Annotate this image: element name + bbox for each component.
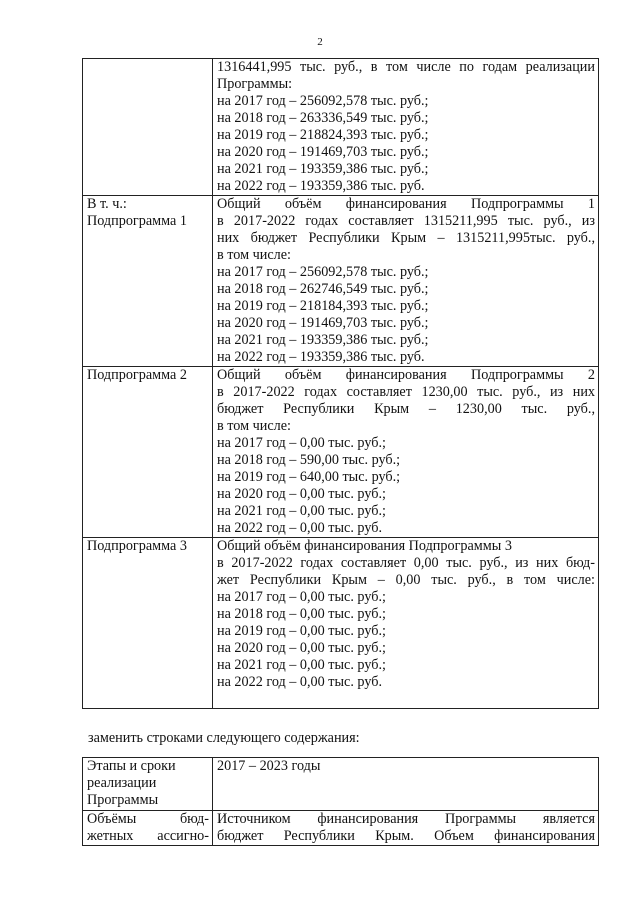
cell-text-line: на 2022 год – 0,00 тыс. руб. xyxy=(217,674,382,690)
row-content-cell xyxy=(213,196,599,367)
page-number: 2 xyxy=(317,36,323,48)
cell-text-line: на 2021 год – 193359,386 тыс. руб.; xyxy=(217,332,429,348)
cell-text-line: на 2020 год – 191469,703 тыс. руб.; xyxy=(217,315,429,331)
cell-text-line: Программы xyxy=(87,792,159,808)
financing-table-old xyxy=(82,58,599,709)
cell-text-line: на 2022 год – 193359,386 тыс. руб. xyxy=(217,349,425,365)
table-row xyxy=(83,538,599,709)
row-content-cell xyxy=(213,367,599,538)
row-content-cell xyxy=(213,538,599,709)
cell-text-line: Объёмы бюд- xyxy=(87,811,209,827)
cell-text-line: в 2017-2022 годах составляет 1315211,995 тыс. руб., из xyxy=(217,213,595,229)
cell-text-line: в том числе: xyxy=(217,418,291,434)
row-label-cell xyxy=(83,196,213,367)
row-label-cell xyxy=(83,811,213,846)
cell-text-line: 2017 – 2023 годы xyxy=(217,758,321,774)
cell-text-line: на 2017 год – 0,00 тыс. руб.; xyxy=(217,435,386,451)
row-content-cell xyxy=(213,811,599,846)
cell-text-line: на 2019 год – 218824,393 тыс. руб.; xyxy=(217,127,429,143)
cell-text-line: на 2017 год – 256092,578 тыс. руб.; xyxy=(217,93,429,109)
row-content-cell xyxy=(213,758,599,811)
table-row xyxy=(83,196,599,367)
cell-text-line: 1316441,995 тыс. руб., в том числе по годам реализации xyxy=(217,59,595,75)
cell-text-line: на 2020 год – 191469,703 тыс. руб.; xyxy=(217,144,429,160)
cell-text-line: на 2019 год – 0,00 тыс. руб.; xyxy=(217,623,386,639)
cell-text-line: на 2018 год – 263336,549 тыс. руб.; xyxy=(217,110,429,126)
cell-text-line: них бюджет Республики Крым – 1315211,995тыс. руб., xyxy=(217,230,595,246)
cell-text-line: Этапы и сроки xyxy=(87,758,176,774)
row-label-cell xyxy=(83,367,213,538)
row-label-cell xyxy=(83,59,213,196)
table-row xyxy=(83,758,599,811)
row-content-cell xyxy=(213,59,599,196)
cell-text-line: на 2022 год – 193359,386 тыс. руб. xyxy=(217,178,425,194)
cell-text-line: в 2017-2022 годах составляет 1230,00 тыс. руб., из них xyxy=(217,384,595,400)
cell-text-line: на 2022 год – 0,00 тыс. руб. xyxy=(217,520,382,536)
replacement-instruction: заменить строками следующего содержания: xyxy=(88,730,360,746)
cell-text-line: на 2019 год – 640,00 тыс. руб.; xyxy=(217,469,401,485)
cell-text-line: бюджет Республики Крым. Объем финансирования xyxy=(217,828,595,844)
cell-text-line: Подпрограмма 3 xyxy=(87,538,187,554)
cell-text-line: жетных ассигно- xyxy=(87,828,209,844)
financing-table-new xyxy=(82,757,599,846)
cell-text-line: на 2018 год – 262746,549 тыс. руб.; xyxy=(217,281,429,297)
cell-text-line: на 2021 год – 193359,386 тыс. руб.; xyxy=(217,161,429,177)
cell-text-line: реализации xyxy=(87,775,157,791)
cell-text-line: на 2020 год – 0,00 тыс. руб.; xyxy=(217,486,386,502)
cell-text-line: на 2017 год – 0,00 тыс. руб.; xyxy=(217,589,386,605)
row-label-cell xyxy=(83,538,213,709)
row-label-cell xyxy=(83,758,213,811)
cell-text-line: на 2018 год – 590,00 тыс. руб.; xyxy=(217,452,401,468)
cell-text-line: бюджет Республики Крым – 1230,00 тыс. руб., xyxy=(217,401,595,417)
cell-text-line: Общий объём финансирования Подпрограммы 1 xyxy=(217,196,595,212)
cell-text-line: в том числе: xyxy=(217,247,291,263)
cell-text-line: на 2020 год – 0,00 тыс. руб.; xyxy=(217,640,386,656)
cell-text-line: Общий объём финансирования Подпрограммы 3 xyxy=(217,538,512,554)
cell-text-line: Программы: xyxy=(217,76,293,92)
cell-text-line: Подпрограмма 2 xyxy=(87,367,187,383)
cell-text-line: жет Республики Крым – 0,00 тыс. руб., в том числе: xyxy=(217,572,595,588)
cell-text-line: Общий объём финансирования Подпрограммы 2 xyxy=(217,367,595,383)
cell-text-line: на 2019 год – 218184,393 тыс. руб.; xyxy=(217,298,429,314)
table-row xyxy=(83,367,599,538)
table-row xyxy=(83,59,599,196)
cell-text-line: в 2017-2022 годах составляет 0,00 тыс. руб., из них бюд- xyxy=(217,555,595,571)
cell-text-line: на 2021 год – 0,00 тыс. руб.; xyxy=(217,503,386,519)
cell-text-line: В т. ч.: xyxy=(87,196,127,212)
table-row xyxy=(83,811,599,846)
cell-text-line: Подпрограмма 1 xyxy=(87,213,187,229)
cell-text-line: на 2017 год – 256092,578 тыс. руб.; xyxy=(217,264,429,280)
cell-text-line: на 2021 год – 0,00 тыс. руб.; xyxy=(217,657,386,673)
cell-text-line: на 2018 год – 0,00 тыс. руб.; xyxy=(217,606,386,622)
cell-text-line: Источником финансирования Программы является xyxy=(217,811,595,827)
